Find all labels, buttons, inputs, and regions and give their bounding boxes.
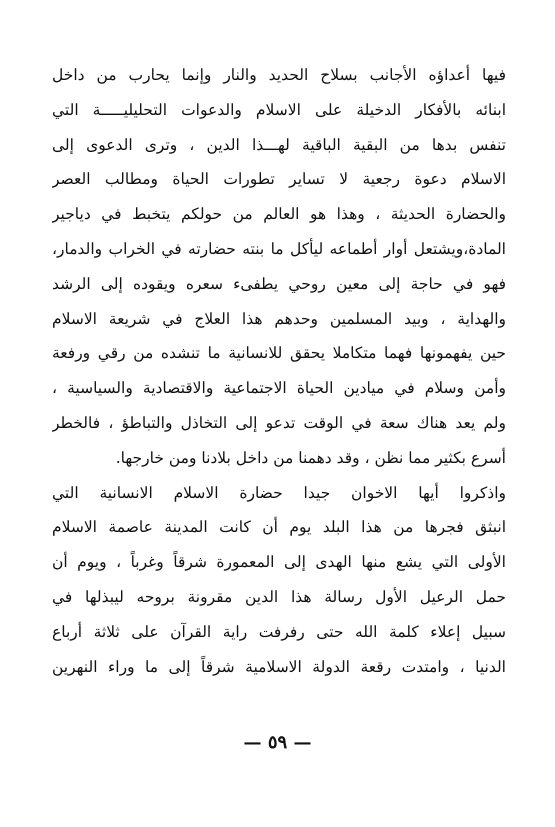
text-line: انبثق فجرها من هذا البلد يوم أن كانت المدينة عاصمة الاسلام — [52, 518, 506, 537]
body-text — [52, 58, 506, 684]
text-line: ولم يعد هناك سعة في الوقت تدعو إلى التخاذل والتباطؤ ، فالخطر — [52, 413, 506, 432]
text-line: والحضارة الحديثة ، وهذا هو العالم من حولكم يتخبط في دياجير — [52, 205, 506, 224]
text-line: الأولى التي يشع منها الهدى إلى المعمورة شرقاً وغرباً ، ويوم أن — [52, 553, 506, 572]
text-line: واذكروا أيها الاخوان جيدا حضارة الاسلام الانسانية التي — [52, 483, 506, 502]
page-number: — ٥٩ — — [243, 732, 312, 753]
text-line: حين يفهمونها فهما متكاملا يحقق للانسانية ما تنشده من رقي ورفعة — [52, 344, 506, 363]
text-line: فهو في حاجة إلى معين روحي يطفىء سعره ويقوده إلى الرشد — [52, 274, 506, 293]
text-line: تنفس بدها من البقية الباقية لهـــذا الدين ، وترى الدعوى إلى — [52, 135, 506, 154]
text-line: وأمن وسلام في ميادين الحياة الاجتماعية والاقتصادية والسياسية ، — [52, 379, 506, 398]
text-line: حمل الرعيل الأول رسالة هذا الدين مقرونة بروحه ليبذلها في — [52, 587, 506, 606]
text-line: ابنائه بالأفكار الدخيلة على الاسلام والدعوات التحليليـــــة التي — [52, 100, 506, 119]
text-line: أسرع بكثير مما نظن ، وقد دهمنا من داخل بلادنا ومن خارجها. — [115, 448, 506, 467]
text-line: والهداية ، وبيد المسلمين وحدهم هذا العلاج في شريعة الاسلام — [52, 309, 506, 328]
text-line: فيها أعداؤه الأجانب بسلاح الحديد والنار وإنما يحارب من داخل — [52, 66, 506, 84]
text-line: سبيل إعلاء كلمة الله حتى رفرفت راية القرآن على ثلاثة أرباع — [52, 622, 506, 641]
text-line: المادة،ويشتعل أوار أطماعه ليأكل ما بنته حضارته في الخراب والدمار، — [52, 239, 506, 258]
text-line: الاسلام دعوة رجعية لا تساير تطورات الحياة ومطالب العصر — [52, 170, 506, 189]
text-line: الدنيا ، وامتدت رقعة الدولة الاسلامية شرقاً إلى ما وراء النهرين — [52, 657, 506, 676]
